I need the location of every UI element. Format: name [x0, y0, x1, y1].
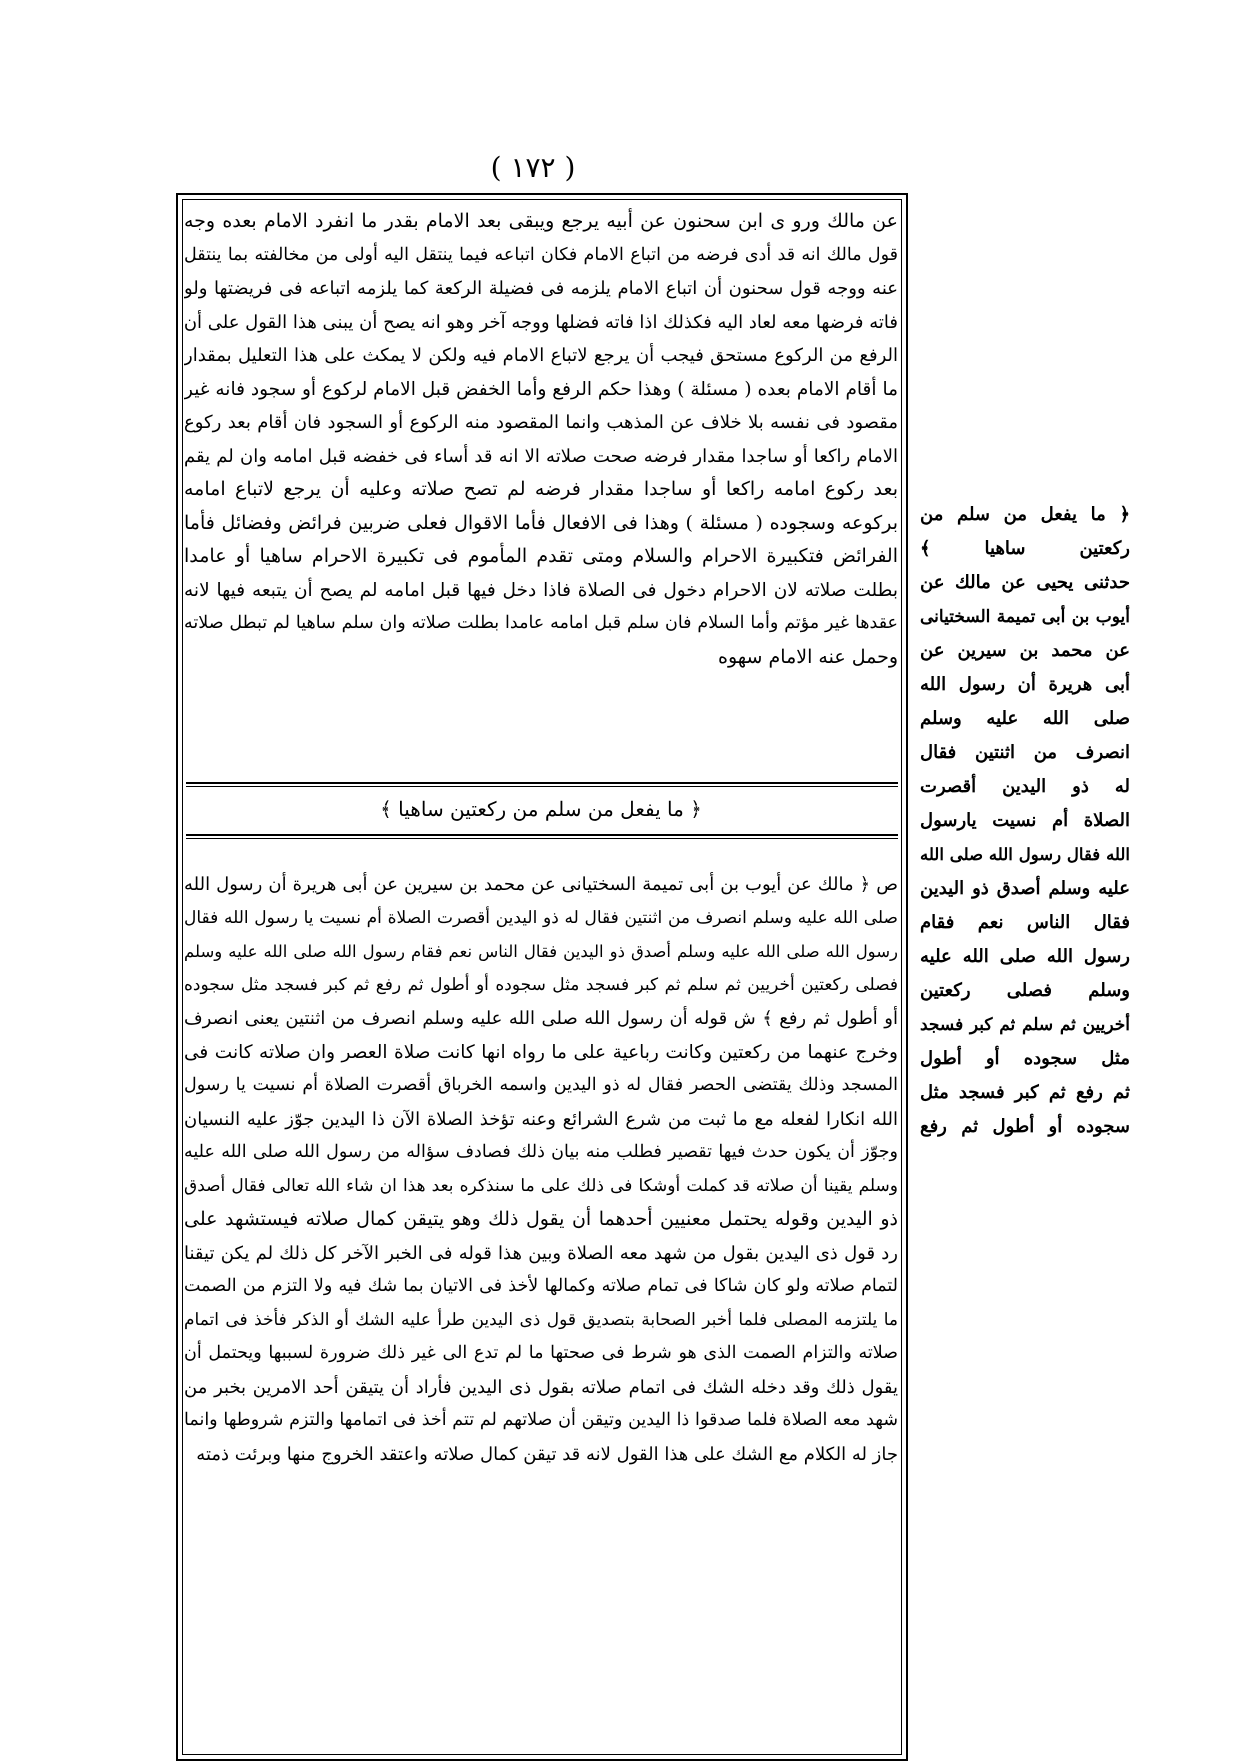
margin-line: ركعتين ساهيا ﴾: [920, 538, 1130, 559]
main-text-line: المسجد وذلك يقتضى الحصر فقال له ذو اليدين واسمه الخرباق أقصرت الصلاة أم نسيت يا رسول: [184, 1075, 898, 1095]
margin-line: وسلم فصلى ركعتين: [920, 980, 1130, 1001]
main-text-line: فصلى ركعتين أخريين ثم سلم ثم كبر فسجد مثل سجوده أو أطول ثم رفع ثم كبر فسجد مثل سجوده: [184, 974, 898, 995]
margin-line: ﴿ ما يفعل من سلم من: [920, 504, 1130, 525]
section-divider-top: [186, 782, 898, 784]
margin-line: سجوده أو أطول ثم رفع: [920, 1116, 1130, 1137]
main-text-line: أو أطول ثم رفع ﴾ ش قوله أن رسول الله صلى الله عليه وسلم انصرف من اثنتين يعنى انصرف: [184, 1008, 898, 1029]
main-text-line: الله انكارا لفعله مع ما ثبت من شرع الشرائع وعنه تؤخذ الصلاة الآن ذا اليدين جوّز عليه النسيان: [184, 1108, 898, 1130]
main-text-line: عن مالك ورو ى ابن سحنون عن أبيه يرجع ويبقى بعد الامام بقدر ما انفرد الامام بعده وجه: [184, 210, 898, 232]
main-text-line: جاز له الكلام مع الشك على هذا القول لانه قد تيقن كمال صلاته واعتقد الخروج منها وبرئت ذمته: [196, 1443, 898, 1465]
margin-line: مثل سجوده أو أطول: [920, 1048, 1130, 1069]
margin-line: ثم رفع ثم كبر فسجد مثل: [920, 1082, 1130, 1103]
margin-line: عن محمد بن سيرين عن: [920, 640, 1130, 661]
main-text-line: ما يلتزمه المصلى فلما أخبر الصحابة بتصديق قول ذى اليدين طرأ عليه الشك أو الذكر فأخذ فى اتمام: [184, 1309, 898, 1330]
page-number: ( ١٧٢ ): [490, 151, 576, 184]
margin-line: صلى الله عليه وسلم: [920, 708, 1130, 729]
margin-line: الصلاة أم نسيت يارسول: [920, 810, 1130, 831]
margin-line: عليه وسلم أصدق ذو اليدين: [920, 878, 1130, 899]
section-divider-top-thin: [186, 786, 898, 787]
margin-line: أخريين ثم سلم ثم كبر فسجد: [920, 1015, 1130, 1035]
main-text-line: لتمام صلاته ولو كان شاكا فى تمام صلاته وكمالها لأخذ فى الاتيان بما شك فيه ولا التزم من الصمت: [184, 1276, 898, 1296]
main-text-line: مقصود فى نفسه بلا خلاف عن المذهب وانما المقصود منه الركوع أو السجود فان أقام بعد ركوع: [184, 412, 898, 433]
main-text-line: رسول الله صلى الله عليه وسلم أصدق ذو اليدين فقال الناس نعم فقام رسول الله صلى الله عليه وسلم: [184, 942, 898, 961]
margin-line: حدثنى يحيى عن مالك عن: [920, 572, 1130, 593]
main-text-line: الامام راكعا أو ساجدا مقدار فرضه صحت صلاته الا انه قد أساء فى خفضه قبل امامه وان لم يقم: [184, 445, 898, 467]
main-text-line: وجوّز أن يكون حدث فيها تقصير فطلب منه بيان ذلك فصادف سؤاله من رسول الله صلى الله عليه: [184, 1142, 898, 1162]
main-text-top: [184, 205, 898, 674]
main-text-line: قول مالك انه قد أدى فرضه من اتباع الامام فكان اتباعه فيما ينتقل اليه أولى من مخالفته بما ينتقل: [184, 244, 898, 265]
main-text-line: بعد ركوع امامه راكعا أو ساجدا مقدار فرضه لم تصح صلاته وعليه أن يرجع لاتباع امامه: [184, 478, 898, 500]
section-heading: ﴿ ما يفعل من سلم من ركعتين ساهيا ﴾: [380, 797, 702, 821]
margin-line: رسول الله صلى الله عليه: [920, 946, 1130, 967]
main-text-line: عنه ووجه قول سحنون أن اتباع الامام يلزمه فى فضيلة الركعة كما يلزمه اتباعه فى فريضتها ولو: [184, 278, 898, 299]
margin-line: أيوب بن أبى تميمة السختيانى: [920, 607, 1130, 627]
main-text-line: ص ﴿ مالك عن أيوب بن أبى تميمة السختيانى عن محمد بن سيرين عن أبى هريرة أن رسول الله: [184, 874, 898, 895]
main-text-line: بركوعه وسجوده ( مسئلة ) وهذا فى الافعال فأما الاقوال فعلى ضربين فرائض وفضائل فأما: [184, 511, 898, 534]
margin-line: له ذو اليدين أقصرت: [920, 776, 1130, 797]
main-text-line: رد قول ذى اليدين بقول من شهد معه الصلاة وبين هذا قوله فى الخبر الآخر كل ذلك لم يكن تيقنا: [184, 1242, 898, 1264]
main-text-line: ما أقام الامام بعده ( مسئلة ) وهذا حكم الرفع وأما الخفض قبل الامام لركوع أو سجود فانه غير: [184, 378, 898, 400]
section-divider-bottom-thin: [186, 838, 898, 839]
main-text-line: فاته فرضها معه لعاد اليه فكذلك اذا فاته فضلها ووجه آخر وهو انه يصح أن يبنى هذا القول على أن: [184, 311, 898, 333]
main-text-line: بطلت صلاته لان الاحرام دخول فى الصلاة فاذا دخل فيها قبل امامه لم يصح أن يتبعه فيها لانه: [184, 579, 898, 601]
main-text-line: الفرائض فتكبيرة الاحرام والسلام ومتى تقدم المأموم فى تكبيرة الاحرام ساهيا أو عامدا: [184, 545, 898, 567]
margin-line: فقال الناس نعم فقام: [920, 912, 1130, 933]
main-text-line: وحمل عنه الامام سهوه: [718, 645, 898, 668]
main-text-line: صلى الله عليه وسلم انصرف من اثنتين فقال له ذو اليدين أقصرت الصلاة أم نسيت يا رسول الله فقال: [184, 907, 898, 928]
main-text-line: الرفع من الركوع مستحق فيجب أن يرجع لاتباع الامام فيه ولكن لا يمكث على هذا التعليل بمقدار: [184, 345, 898, 366]
main-text-bottom: [184, 868, 898, 1471]
margin-line: أبى هريرة أن رسول الله: [920, 674, 1130, 695]
main-text-line: صلاته والتزام الصمت الذى هو شرط فى صحتها ما لم تدع الى غير ذلك ضرورة لسببها ويحتمل أن: [184, 1343, 898, 1363]
section-divider-bottom: [186, 834, 898, 836]
margin-line: انصرف من اثنتين فقال: [920, 742, 1130, 763]
main-text-line: ذو اليدين وقوله يحتمل معنيين أحدهما أن يقول ذلك وهو يتيقن كمال صلاته فيستشهد على: [184, 1208, 898, 1230]
margin-hadith-column: [920, 498, 1130, 1144]
main-text-line: عقدها غير مؤتم وأما السلام فان سلم قبل امامه عامدا بطلت صلاته وان سلم ساهيا لم تبطل صلاته: [184, 613, 898, 633]
main-text-line: يقول ذلك وقد دخله الشك فى اتمام صلاته بقول ذى اليدين فأراد أن يتيقن أحد الامرين بخبر من: [184, 1376, 898, 1398]
main-text-line: شهد معه الصلاة فلما صدقوا ذا اليدين وتيقن أن صلاتهم لم تتم أخذ فى اتمامها والتزم شروطها وانما: [184, 1410, 898, 1430]
margin-line: الله فقال رسول الله صلى الله: [920, 845, 1130, 864]
main-text-line: وسلم يقينا أن صلاته قد كملت أوشكا فى ذلك على ما سنذكره بعد هذا ان شاء الله تعالى فقال أصدق: [184, 1175, 898, 1196]
main-text-line: وخرج عنهما من ركعتين وكانت رباعية على ما رواه انها كانت صلاة العصر وان صلاته كانت فى: [184, 1041, 898, 1063]
